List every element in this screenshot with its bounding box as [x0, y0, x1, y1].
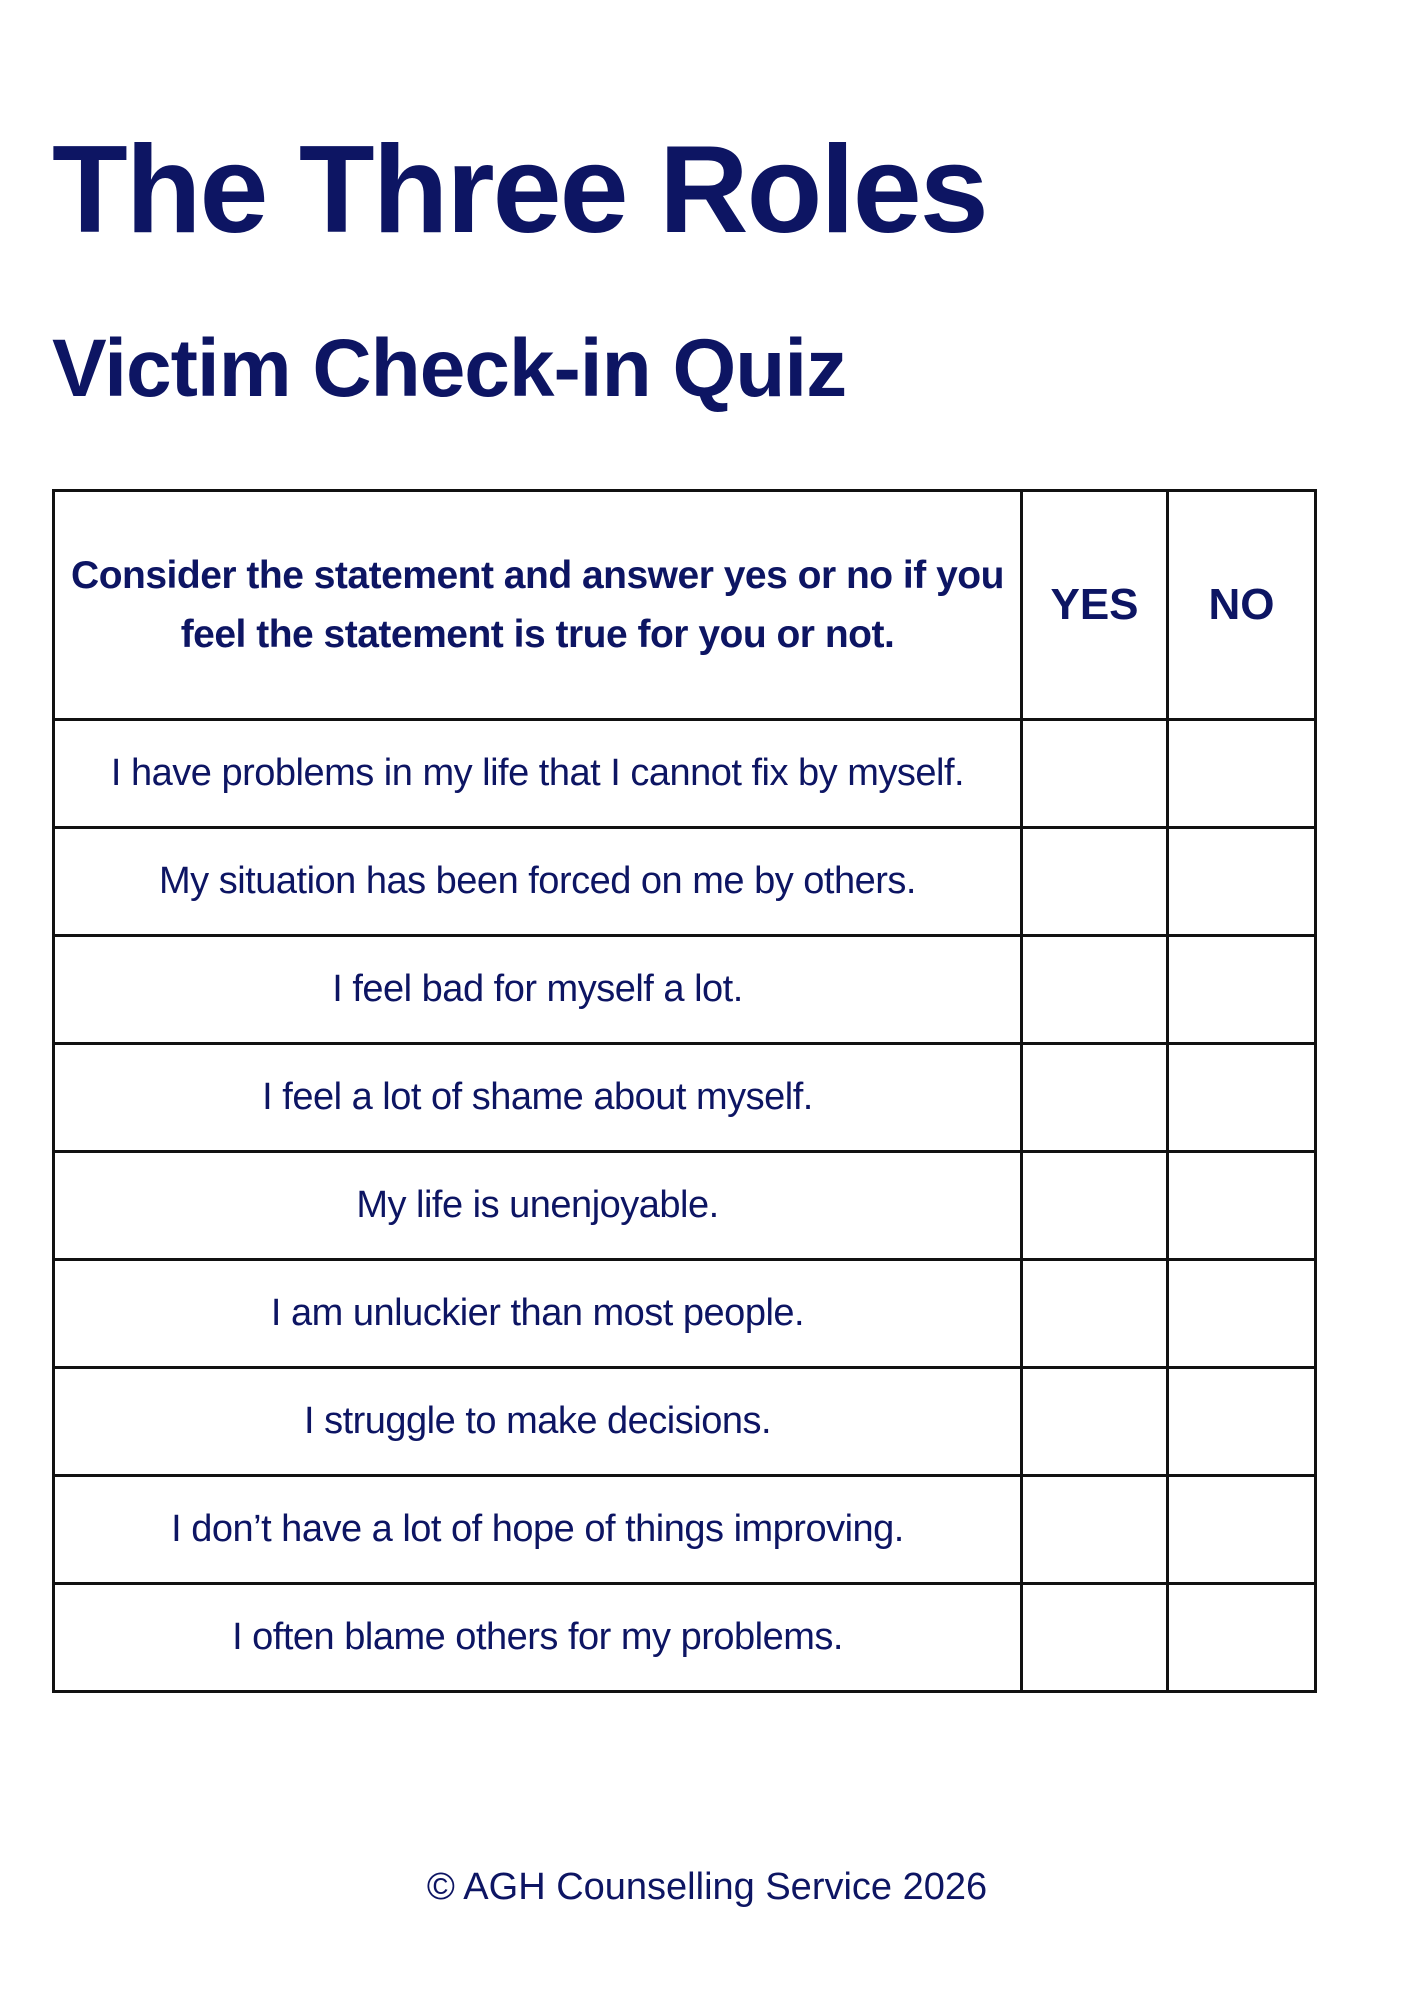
table-row	[54, 1260, 1316, 1368]
page-title: The Three Roles	[52, 121, 987, 259]
no-answer-cell[interactable]	[1168, 936, 1316, 1044]
no-answer-cell[interactable]	[1168, 1368, 1316, 1476]
no-column-header: NO	[1168, 491, 1316, 720]
table-row	[54, 1044, 1316, 1152]
statement-cell: I often blame others for my problems.	[54, 1584, 1022, 1692]
table-row	[54, 828, 1316, 936]
yes-answer-cell[interactable]	[1022, 1368, 1168, 1476]
instruction-header: Consider the statement and answer yes or no if you feel the statement is true for you or not.	[54, 491, 1022, 720]
statement-cell: I feel a lot of shame about myself.	[54, 1044, 1022, 1152]
page-subtitle: Victim Check-in Quiz	[52, 323, 847, 414]
copyright-footer: © AGH Counselling Service 2026	[426, 1866, 988, 1908]
yes-answer-cell[interactable]	[1022, 1152, 1168, 1260]
table-row	[54, 1368, 1316, 1476]
no-answer-cell[interactable]	[1168, 1044, 1316, 1152]
no-answer-cell[interactable]	[1168, 828, 1316, 936]
quiz-table	[52, 489, 1317, 1693]
statement-cell: I don’t have a lot of hope of things improving.	[54, 1476, 1022, 1584]
yes-answer-cell[interactable]	[1022, 720, 1168, 828]
yes-answer-cell[interactable]	[1022, 1476, 1168, 1584]
statement-cell: My situation has been forced on me by others.	[54, 828, 1022, 936]
statement-cell: My life is unenjoyable.	[54, 1152, 1022, 1260]
yes-answer-cell[interactable]	[1022, 1044, 1168, 1152]
yes-answer-cell[interactable]	[1022, 828, 1168, 936]
yes-column-header: YES	[1022, 491, 1168, 720]
no-answer-cell[interactable]	[1168, 1152, 1316, 1260]
table-row	[54, 720, 1316, 828]
table-row	[54, 936, 1316, 1044]
no-answer-cell[interactable]	[1168, 1260, 1316, 1368]
table-row	[54, 1476, 1316, 1584]
statement-cell: I struggle to make decisions.	[54, 1368, 1022, 1476]
table-row	[54, 1584, 1316, 1692]
no-answer-cell[interactable]	[1168, 1476, 1316, 1584]
table-row	[54, 1152, 1316, 1260]
yes-answer-cell[interactable]	[1022, 1584, 1168, 1692]
statement-cell: I feel bad for myself a lot.	[54, 936, 1022, 1044]
yes-answer-cell[interactable]	[1022, 1260, 1168, 1368]
statement-cell: I am unluckier than most people.	[54, 1260, 1022, 1368]
no-answer-cell[interactable]	[1168, 720, 1316, 828]
quiz-header-row	[54, 491, 1316, 720]
no-answer-cell[interactable]	[1168, 1584, 1316, 1692]
yes-answer-cell[interactable]	[1022, 936, 1168, 1044]
statement-cell: I have problems in my life that I cannot fix by myself.	[54, 720, 1022, 828]
